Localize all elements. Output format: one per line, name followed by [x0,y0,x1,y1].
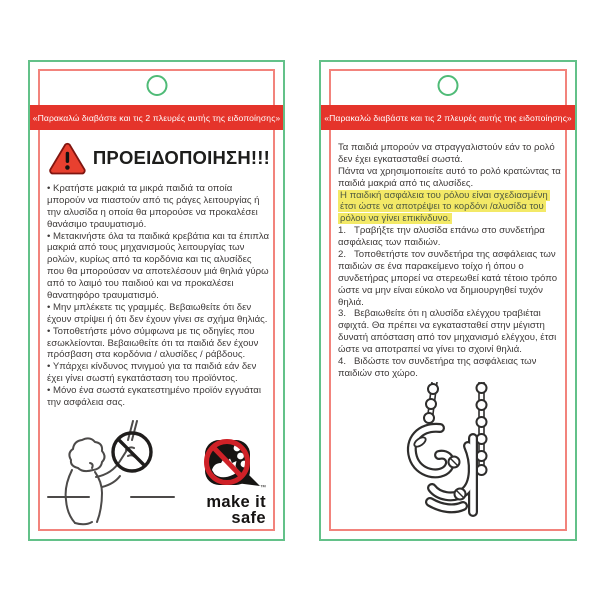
highlight-paragraph [338,190,562,226]
step-item: 4. Βιδώστε τον συνδετήρα της ασφάλειας των παιδιών στο χώρο. [338,356,537,379]
warning-tag-back [319,60,577,541]
warning-tag-front [28,60,285,541]
notice-banner [30,105,283,130]
warning-paragraph: • Κρατήστε μακριά τα μικρά παιδιά τα οποία μπορούν να πιαστούν από τις ράγες λειτουργίας ή την αλυσίδα η οποία θα μπορούσε να προκαλέσει θανάσιμο τραυματισμό. [47,183,260,230]
screw-icon [455,488,466,499]
chain-tensioner-illustration [382,382,518,524]
front-content [47,138,270,528]
notice-banner-text: «Παρακαλώ διαβάστε και τις 2 πλευρές αυτής της ειδοποίησης» [32,112,281,123]
screw-icon [449,456,460,467]
warning-paragraph: • Μην μπλέκετε τις γραμμές. Βεβαιωθείτε ότι δεν έχουν στρίψει ή ότι δεν έχουν γίνει σε σχήμα θηλιάς. [47,301,268,325]
warning-paragraph: • Τοποθετήστε μόνο σύμφωνα με τις οδηγίες που εσωκλείονται. Βεβαιωθείτε ότι τα παιδιά δεν έχουν πρόσβαση στα κορδόνια / αλυσίδες / ράβδους. [47,325,259,361]
warning-heading: ΠΡΟΕΙΔΟΠΟΙΗΣΗ!!! [92,147,270,169]
make-it-safe-emblem [200,436,266,494]
highlight-text: Η παιδική ασφάλεια του ρόλου είναι σχεδιασμένη έτσι ώστε να αποτρέψει το κορδόνι /αλυσίδα του ρόλου να γίνει επικίνδυνο. [340,189,548,225]
back-content [338,142,562,528]
punch-hole [146,75,167,96]
intro-paragraph: Πάντα να χρησιμοποιείτε αυτό το ρολό κρατώντας τα παιδιά μακριά από τις αλυσίδες. [338,165,561,189]
front-figures [47,420,270,526]
logo-line-2: safe [231,508,266,527]
child-reaching-illustration [47,420,175,526]
intro-paragraph: Τα παιδιά μπορούν να στραγγαλιστούν εάν το ρολό δεν έχει εγκατασταθεί σωστά. [338,142,555,165]
warning-header [49,140,270,177]
notice-banner [321,105,575,130]
punch-hole [438,75,459,96]
make-it-safe-logo [200,436,270,526]
trademark-mark: ™ [260,484,266,491]
warning-paragraph: • Μόνο ένα σωστά εγκατεστημένο προϊόν εγγυάται την ασφάλεια σας. [47,385,261,409]
logo-line-1: make it [206,492,266,511]
tensioner-figure [338,382,562,524]
make-it-safe-wordmark [206,494,266,526]
step-item: 1. Τραβήξτε την αλυσίδα επάνω στο συνδετήρα ασφάλειας των παιδιών. [338,225,545,249]
warning-triangle-icon [49,140,86,177]
step-item: 2. Τοποθετήστε τον συνδετήρα της ασφάλειας των παιδιών σε ένα παρακείμενο τοίχο ή όπου ο συνδετήρας μπορεί να στερεωθεί κατά τέτοιο τρόπο ώστε να μην είναι εύκολο να δημιουργηθεί τυχόν θηλιά. [338,249,558,308]
warning-paragraph: • Μετακινήστε όλα τα παιδικά κρεβάτια και τα έπιπλα μακριά από τους μηχανισμούς λειτουργίας των ρολών, κυρίως από τα κορδόνια και τις αλυσίδες που θα μπορούσαν να αποτελέσουν μιά θηλιά γύρω από το λαιμό του παιδιού και να προκαλέσει θανατηφόρο τραυματισμό. [47,230,270,302]
step-item: 3. Βεβαιωθείτε ότι η αλυσίδα ελέγχου τραβιέται σφιχτά. Θα πρέπει να εγκατασταθεί στην μέγιστη δυνατή απόσταση από τον μηχανισμό ελέγχου, έτσι ώστε να αποτραπεί να γίνει το σχοινί θηλιά. [338,308,557,356]
warning-paragraph: • Υπάρχει κίνδυνος πνιγμού για τα παιδιά εάν δεν έχει γίνει σωστή εγκατάσταση του προϊόντος. [47,361,257,385]
notice-banner-text: «Παρακαλώ διαβάστε και τις 2 πλευρές αυτής της ειδοποίησης» [324,112,572,123]
